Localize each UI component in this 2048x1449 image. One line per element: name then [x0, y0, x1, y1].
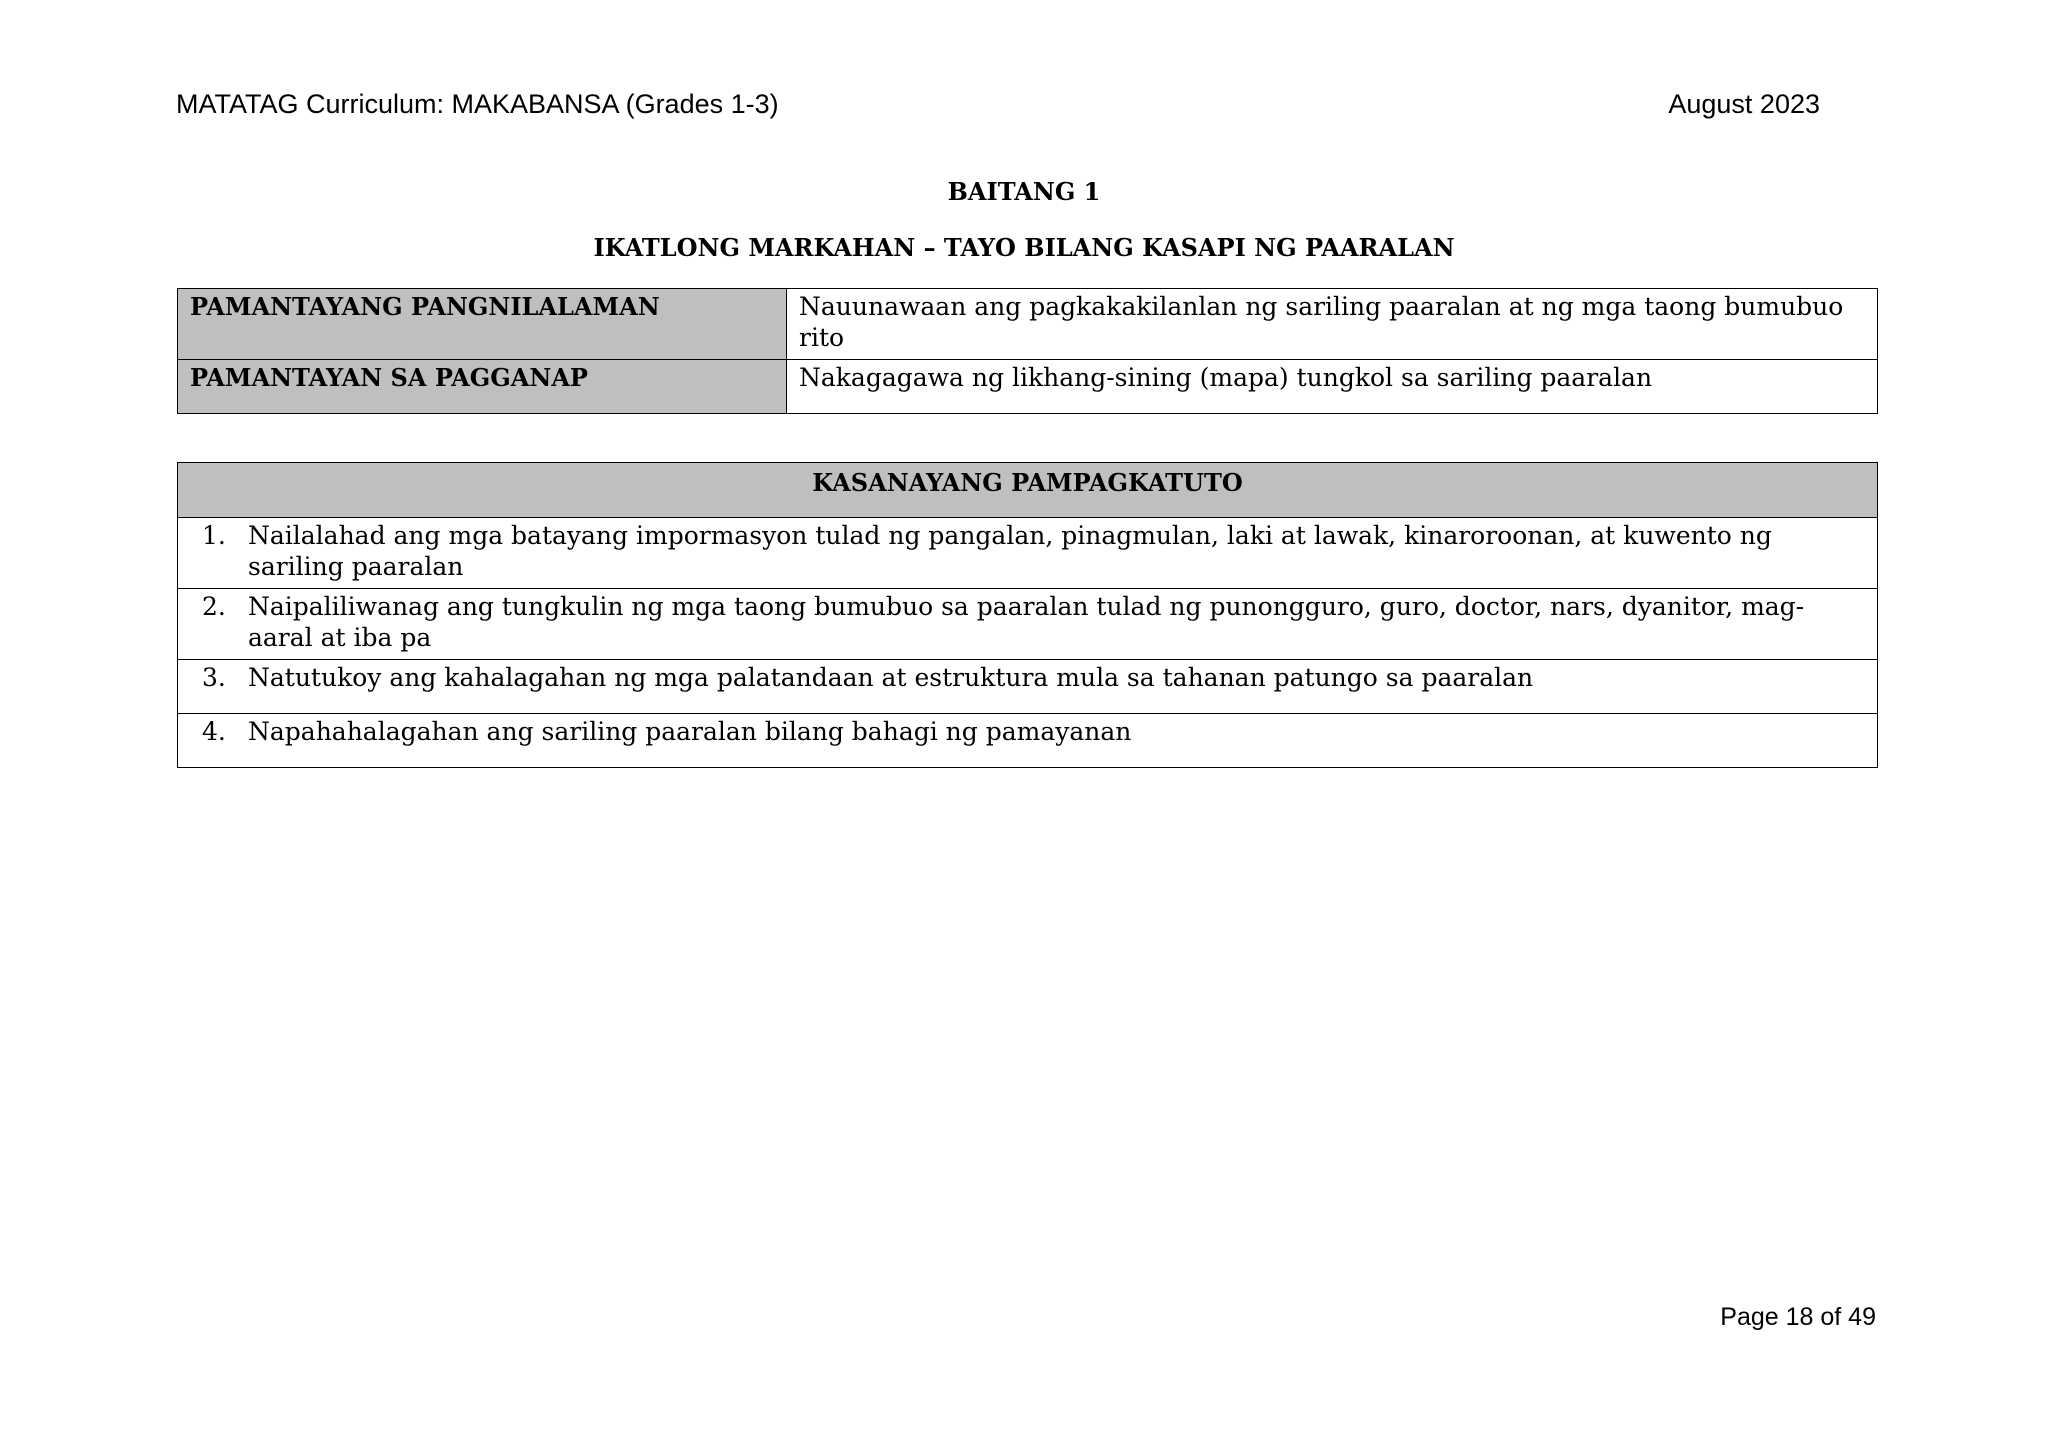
competency-cell: [178, 518, 1878, 589]
item-number: 3.: [202, 663, 226, 692]
document-header-title: MATATAG Curriculum: MAKABANSA (Grades 1-3): [176, 89, 779, 119]
learning-competencies-table: [177, 462, 1878, 768]
competency-cell: [178, 714, 1878, 768]
table-row: [178, 714, 1878, 768]
competency-cell: [178, 589, 1878, 660]
standard-value-content: Nauunawaan ang pagkakakilanlan ng sariling paaralan at ng mga taong bumubuo rito: [787, 289, 1878, 360]
quarter-title: IKATLONG MARKAHAN – TAYO BILANG KASAPI NG PAARALAN: [593, 233, 1455, 262]
standards-row-content: [178, 289, 1878, 360]
standard-label-performance: PAMANTAYAN SA PAGGANAP: [178, 360, 787, 414]
item-text: Nailalahad ang mga batayang impormasyon tulad ng pangalan, pinagmulan, laki at lawak, kinaroroonan, at kuwento ng sariling paaralan: [248, 521, 1772, 581]
item-text: Natutukoy ang kahalagahan ng mga palatandaan at estruktura mula sa tahanan patungo sa paaralan: [248, 663, 1534, 692]
document-header-date: August 2023: [1668, 89, 1820, 119]
item-number: 4.: [202, 717, 226, 746]
competency-cell: [178, 660, 1878, 714]
page-number: Page 18 of 49: [1720, 1303, 1876, 1331]
learning-competencies-header-row: [178, 463, 1878, 518]
list-item: [190, 662, 1865, 693]
list-item: [190, 520, 1865, 582]
table-row: [178, 589, 1878, 660]
standard-label-content: PAMANTAYANG PANGNILALAMAN: [178, 289, 787, 360]
item-number: 1.: [202, 521, 226, 550]
grade-title: BAITANG 1: [947, 177, 1101, 206]
table-row: [178, 660, 1878, 714]
learning-competencies-header: KASANAYANG PAMPAGKATUTO: [178, 463, 1878, 518]
list-item: [190, 716, 1865, 747]
standard-value-performance: Nakagagawa ng likhang-sining (mapa) tungkol sa sariling paaralan: [787, 360, 1878, 414]
item-text: Napahahalagahan ang sariling paaralan bilang bahagi ng pamayanan: [248, 717, 1132, 746]
standards-table: [177, 288, 1878, 414]
table-row: [178, 518, 1878, 589]
item-text: Naipaliliwanag ang tungkulin ng mga taong bumubuo sa paaralan tulad ng punongguro, guro, doctor, nars, dyanitor, mag-aaral at iba pa: [248, 592, 1805, 652]
list-item: [190, 591, 1865, 653]
item-number: 2.: [202, 592, 226, 621]
standards-row-performance: [178, 360, 1878, 414]
